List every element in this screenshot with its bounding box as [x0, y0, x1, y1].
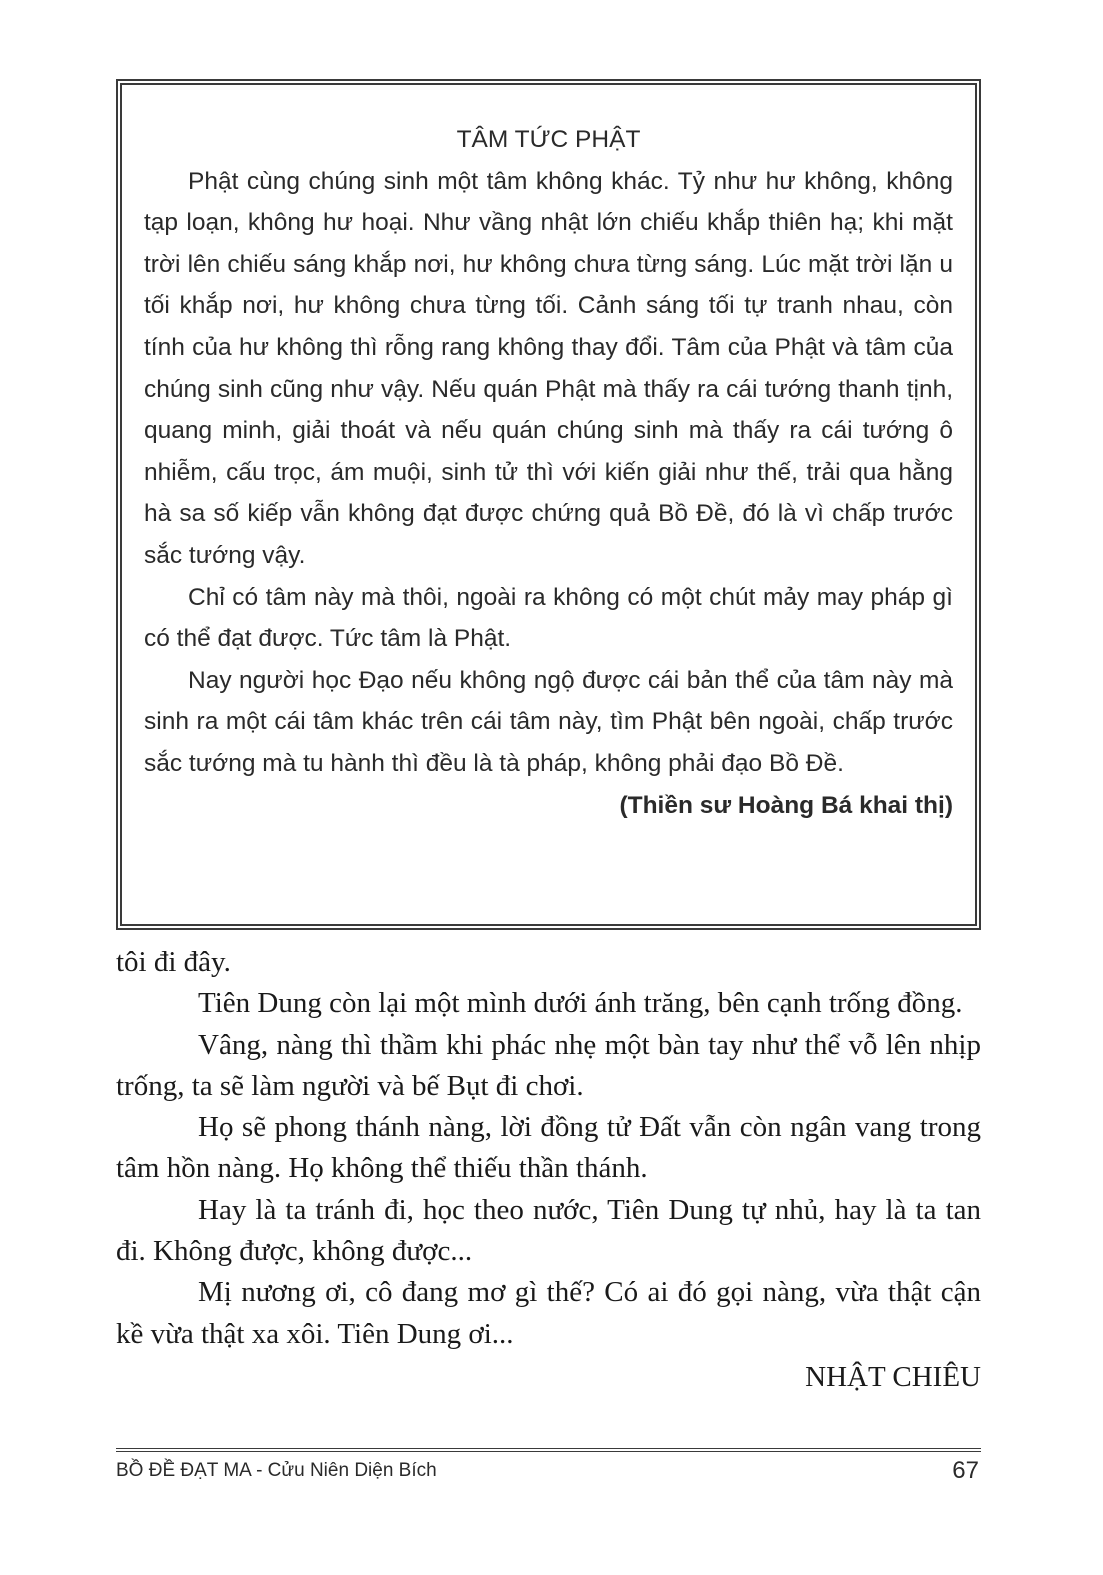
quote-content — [144, 119, 953, 826]
body-text — [116, 942, 981, 1398]
body-paragraph: Họ sẽ phong thánh nàng, lời đồng tử Đất vẫn còn ngân vang trong tâm hồn nàng. Họ không thể thiếu thần thánh. — [116, 1111, 981, 1185]
body-paragraph: Hay là ta tránh đi, học theo nước, Tiên Dung tự nhủ, hay là ta tan đi. Không được, không được... — [116, 1193, 981, 1268]
body-paragraph: Vâng, nàng thì thầm khi phác nhẹ một bàn tay như thể vỗ lên nhịp trống, ta sẽ làm người và bế Bụt đi chơi. — [116, 1028, 981, 1102]
quote-paragraph: Nay người học Đạo nếu không ngộ được cái bản thể của tâm này mà sinh ra một cái tâm khác trên cái tâm này, tìm Phật bên ngoài, chấp trước sắc tướng mà tu hành thì đều là tà pháp, không phải đạo Bồ Đề. — [144, 666, 953, 777]
quote-paragraph: Phật cùng chúng sinh một tâm không khác. Tỷ như hư không, không tạp loạn, không hư hoại. Như vầng nhật lớn chiếu khắp thiên hạ; khi mặt trời lên chiếu sáng khắp nơi, hư không chưa từng sáng. Lúc mặt trời lặn u tối khắp nơi, hư không chưa từng tối. Cảnh sáng tối tự tranh nhau, còn tính của hư không thì rỗng rang không thay đổi. Tâm của Phật và tâm của chúng sinh cũng như vậy. Nếu quán Phật mà thấy ra cái tướng thanh tịnh, quang minh, giải thoát và nếu quán chúng sinh mà thấy ra cái tướng ô nhiễm, cấu trọc, ám muội, sinh tử thì với kiến giải như thế, trải qua hằng hà sa số kiếp vẫn không đạt được chứng quả Bồ Đề, đó là vì chấp trước sắc tướng vậy. — [144, 167, 953, 569]
author-name: NHẬT CHIÊU — [805, 1360, 981, 1393]
quote-box — [116, 79, 981, 930]
quote-paragraph: Chỉ có tâm này mà thôi, ngoài ra không có một chút mảy may pháp gì có thể đạt được. Tức tâm là Phật. — [144, 583, 953, 653]
footer-divider — [116, 1448, 981, 1452]
body-paragraph: tôi đi đây. — [116, 946, 231, 978]
quote-signature: (Thiền sư Hoàng Bá khai thị) — [619, 791, 953, 819]
body-paragraph: Mị nương ơi, cô đang mơ gì thế? Có ai đó gọi nàng, vừa thật cận kề vừa thật xa xôi. Tiên Dung ơi... — [116, 1276, 981, 1350]
footer-book-title: BỒ ĐỀ ĐẠT MA - Cửu Niên Diện Bích — [116, 1460, 437, 1481]
page-number: 67 — [952, 1457, 979, 1484]
quote-title: TÂM TỨC PHẬT — [456, 126, 641, 153]
body-paragraph: Tiên Dung còn lại một mình dưới ánh trăng, bên cạnh trống đồng. — [198, 987, 963, 1020]
